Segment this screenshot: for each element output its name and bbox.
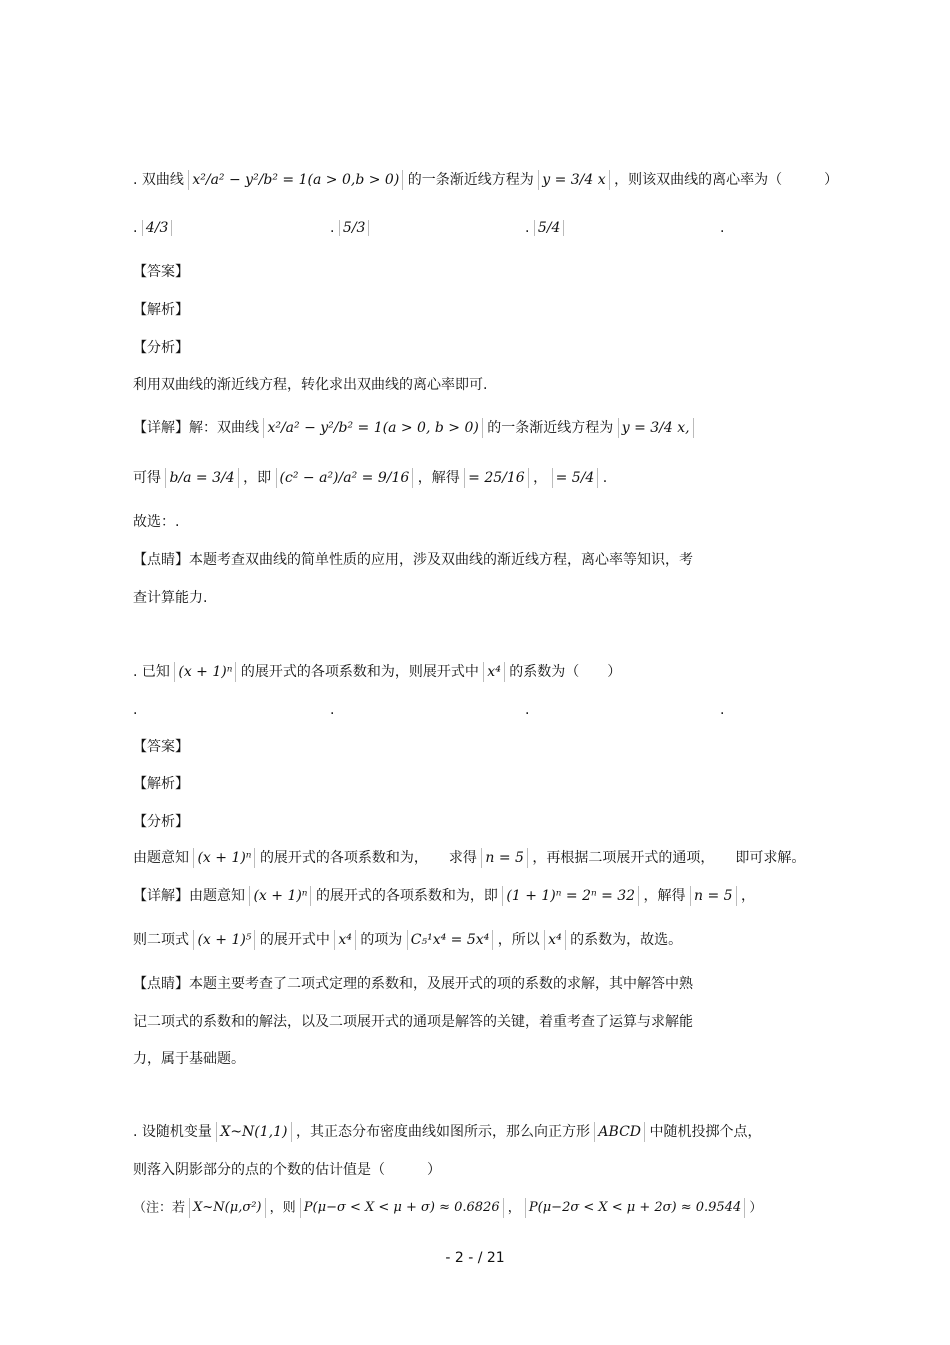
q1-option-a-value: 4/3: [142, 220, 173, 236]
q2-fenxi-line: [133, 848, 805, 868]
q1-option-c-value: 5/4: [534, 220, 565, 236]
q1-fenxi-text: 利用双曲线的渐近线方程，转化求出双曲线的离心率即可.: [133, 377, 488, 393]
q2-analysis-label: 【解析】: [133, 776, 189, 792]
q1-l2-e: .: [602, 470, 608, 486]
q3-note-c: ，: [507, 1200, 521, 1216]
page-footer: - 2 - / 21: [445, 1250, 505, 1266]
q3-note: [133, 1198, 762, 1219]
q1-option-b: . 5/3: [330, 220, 369, 236]
q1-asymptote-eq: y = 3/4 x: [538, 170, 609, 190]
q2-fenxi-a: 由题意知: [133, 850, 189, 866]
q1-option-d: .: [720, 220, 725, 236]
q1-detail-asymptote: y = 3/4 x,: [618, 418, 694, 438]
q3-prefix: . 设随机变量: [133, 1124, 212, 1140]
q3-line2: 则落入阴影部分的点的个数的估计值是（ ）: [133, 1162, 441, 1178]
q2-fenxi-c: ，再根据二项展开式的通项， 即可求解。: [532, 850, 806, 866]
q1-l2-d: ，: [533, 470, 548, 486]
q2-l2-expr: (x + 1)⁵: [193, 930, 255, 950]
q1-detail-line2: [133, 468, 607, 488]
q1-answer-label: 【答案】: [133, 264, 189, 280]
q2-l2-term: C₅¹x⁴ = 5x⁴: [407, 930, 494, 950]
q2-detail-a: 【详解】由题意知: [133, 888, 245, 904]
q3-abcd: ABCD: [594, 1122, 645, 1142]
q2-option-a: .: [133, 702, 138, 718]
q2-mid: 的展开式的各项系数和为，则展开式中: [240, 664, 479, 680]
q3-note-p1: P(μ−σ < X < μ + σ) ≈ 0.6826: [300, 1198, 504, 1218]
q3-note-p2: P(μ−2σ < X < μ + 2σ) ≈ 0.9544: [525, 1198, 745, 1218]
q1-analysis-label: 【解析】: [133, 302, 189, 318]
q1-l2-eq2: (c² − a²)/a² = 9/16: [276, 468, 414, 488]
q1-suffix: ，则该双曲线的离心率为（ ）: [614, 172, 839, 188]
q1-hyperbola-eq: x²/a² − y²/b² = 1(a > 0,b > 0): [188, 170, 403, 190]
q2-x4: x⁴: [483, 662, 505, 682]
q2-fenxi-n: n = 5: [481, 848, 528, 868]
q2-expr: (x + 1)ⁿ: [174, 662, 236, 682]
q1-fenxi-label: 【分析】: [133, 340, 189, 356]
q2-stem: [133, 662, 621, 682]
q2-dianjing-1: 【点睛】本题主要考查了二项式定理的系数和，及展开式的项的系数的求解，其中解答中熟: [133, 976, 693, 992]
q1-l2-c: ，解得: [417, 470, 460, 486]
q2-l2-e: 的系数为，故选。: [570, 932, 683, 948]
q2-l2-x4b: x⁴: [544, 930, 566, 950]
q1-l2-eq4: = 5/4: [552, 468, 599, 488]
q2-answer-label: 【答案】: [133, 739, 189, 755]
q2-suffix: 的系数为（ ）: [509, 664, 622, 680]
q2-fenxi-b: 的展开式的各项系数和为， 求得: [259, 850, 477, 866]
q2-fenxi-expr: (x + 1)ⁿ: [193, 848, 255, 868]
q1-mid: 的一条渐近线方程为: [407, 172, 534, 188]
q3-stem: [133, 1122, 761, 1142]
q2-option-b: .: [330, 702, 335, 718]
q1-guxuan: 故选：.: [133, 514, 180, 530]
q3-note-dist: X~N(μ,σ²): [189, 1198, 265, 1218]
q1-option-a: . 4/3: [133, 220, 172, 236]
q1-detail-mid: 的一条渐近线方程为: [487, 420, 614, 436]
q1-option-b-value: 5/3: [339, 220, 370, 236]
q2-detail-eq: (1 + 1)ⁿ = 2ⁿ = 32: [502, 886, 639, 906]
q1-l2-eq1: b/a = 3/4: [165, 468, 238, 488]
q3-mid: ，其正态分布密度曲线如图所示，那么向正方形: [295, 1124, 590, 1140]
q1-dianjing-1: 【点睛】本题考查双曲线的简单性质的应用，涉及双曲线的渐近线方程，离心率等知识，考: [133, 552, 693, 568]
q3-dist: X~N(1,1): [216, 1122, 291, 1142]
q2-l2-a: 则二项式: [133, 932, 189, 948]
q1-dianjing-2: 查计算能力.: [133, 590, 208, 606]
q1-detail-prefix: 【详解】解：双曲线: [133, 420, 259, 436]
q2-option-d: .: [720, 702, 725, 718]
q3-note-b: ，则: [269, 1200, 296, 1216]
q2-l2-x4: x⁴: [334, 930, 356, 950]
q1-option-c: . 5/4: [525, 220, 564, 236]
q2-detail-c: ，解得: [643, 888, 686, 904]
q2-dianjing-2: 记二项式的系数和的解法，以及二项展开式的通项是解答的关键，着重考查了运算与求解能: [133, 1014, 693, 1030]
q2-detail-n: n = 5: [690, 886, 737, 906]
q2-fenxi-label: 【分析】: [133, 814, 189, 830]
q2-l2-d: ，所以: [497, 932, 540, 948]
q1-l2-eq3: = 25/16: [464, 468, 529, 488]
q3-suffix: 中随机投掷个点，: [649, 1124, 762, 1140]
q1-l2-a: 可得: [133, 470, 161, 486]
q2-dianjing-3: 力，属于基础题。: [133, 1051, 245, 1067]
q2-option-c: .: [525, 702, 530, 718]
q1-detail-line1: [133, 418, 694, 438]
q2-l2-c: 的项为: [360, 932, 403, 948]
q3-note-d: ）: [749, 1200, 763, 1216]
q1-l2-b: ，即: [243, 470, 272, 486]
q1-detail-hyperbola: x²/a² − y²/b² = 1(a > 0, b > 0): [263, 418, 482, 438]
q3-note-a: （注：若: [133, 1200, 186, 1216]
q2-detail-line1: [133, 886, 755, 906]
q2-prefix: . 已知: [133, 664, 170, 680]
q2-l2-b: 的展开式中: [259, 932, 330, 948]
q1-prefix: . 双曲线: [133, 172, 184, 188]
q1-stem: [133, 170, 838, 190]
q2-detail-expr: (x + 1)ⁿ: [249, 886, 311, 906]
q2-detail-d: ，: [741, 888, 756, 904]
q2-detail-line2: [133, 930, 682, 950]
q2-detail-b: 的展开式的各项系数和为，即: [315, 888, 498, 904]
